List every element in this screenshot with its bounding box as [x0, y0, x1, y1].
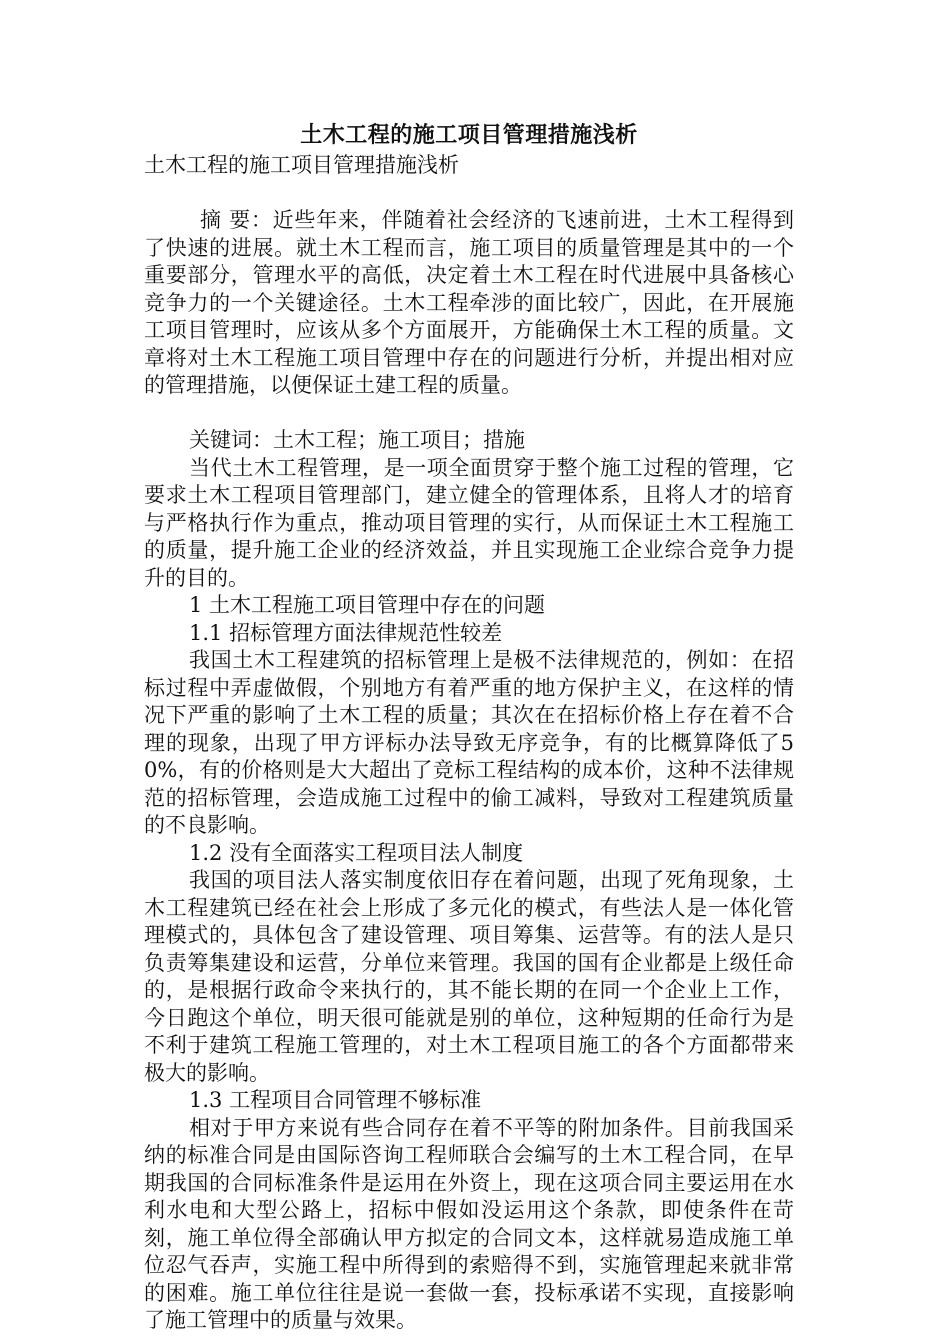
document-title: 土木工程的施工项目管理措施浅析	[300, 122, 638, 148]
section-1-3-heading: 1.3 工程项目合同管理不够标准	[189, 1088, 482, 1112]
document-subtitle: 土木工程的施工项目管理措施浅析	[144, 153, 459, 177]
section-1-2-body: 我国的项目法人落实制度依旧存在着问题，出现了死角现象，土木工程建筑已经在社会上形成了多元化的模式，有些法人是一体化管理模式的，具体包含了建设管理、项目筹集、运营等。有的法人是只负责筹集建设和运营，分单位来管理。我国的国有企业都是上级任命的，是根据行政命令来执行的，其不能长期的在同一个企业上工作，今日跑这个单位，明天很可能就是别的单位，这种短期的任命行为是不利于建筑工程施工管理的，对土木工程项目施工的各个方面都带来极大的影响。	[144, 868, 794, 1085]
section-1-heading: 1 土木工程施工项目管理中存在的问题	[189, 593, 546, 617]
section-1-1-heading: 1.1 招标管理方面法律规范性较差	[189, 620, 503, 645]
section-1-3-body: 相对于甲方来说有些合同存在着不平等的附加条件。目前我国采纳的标准合同是由国际咨询工程师联合会编写的土木工程合同，在早期我国的合同标准条件是运用在外资上，现在这项合同主要运用在水利水电和大型公路上，招标中假如没运用这个条款，即使条件在苛刻，施工单位得全部确认甲方拟定的合同文本，这样就易造成施工单位忍气吞声，实施工程中所得到的索赔得不到，实施管理起来就非常的困难。施工单位往往是说一套做一套，投标承诺不实现，直接影响了施工管理中的质量与效果。	[144, 1115, 794, 1332]
keywords-line: 关键词：土木工程；施工项目；措施	[189, 428, 525, 452]
section-1-2-heading: 1.2 没有全面落实工程项目法人制度	[189, 840, 524, 865]
section-1-1-body: 我国土木工程建筑的招标管理上是极不法律规范的，例如：在招标过程中弄虚做假，个别地方有着严重的地方保护主义，在这样的情况下严重的影响了土木工程的质量；其次在在招标价格上存在着不合理的现象，出现了甲方评标办法导致无序竞争，有的比概算降低了50%，有的价格则是大大超出了竞标工程结构的成本价，这种不法律规范的招标管理，会造成施工过程中的偷工减料，导致对工程建筑质量的不良影响。	[144, 648, 794, 837]
abstract-paragraph: 摘 要：近些年来，伴随着社会经济的飞速前进，土木工程得到了快速的进展。就土木工程而言，施工项目的质量管理是其中的一个重要部分，管理水平的高低，决定着土木工程在时代进展中具备核心竞争力的一个关键途径。土木工程牵涉的面比较广，因此，在开展施工项目管理时，应该从多个方面展开，方能确保土木工程的质量。文章将对土木工程施工项目管理中存在的问题进行分析，并提出相对应的管理措施，以便保证土建工程的质量。	[144, 208, 794, 397]
intro-paragraph: 当代土木工程管理，是一项全面贯穿于整个施工过程的管理，它要求土木工程项目管理部门，建立健全的管理体系，且将人才的培育与严格执行作为重点，推动项目管理的实行，从而保证土木工程施工的质量，提升施工企业的经济效益，并且实现施工企业综合竞争力提升的目的。	[144, 455, 794, 590]
spacer	[144, 400, 794, 428]
document-page	[144, 118, 794, 1335]
spacer	[144, 180, 794, 208]
